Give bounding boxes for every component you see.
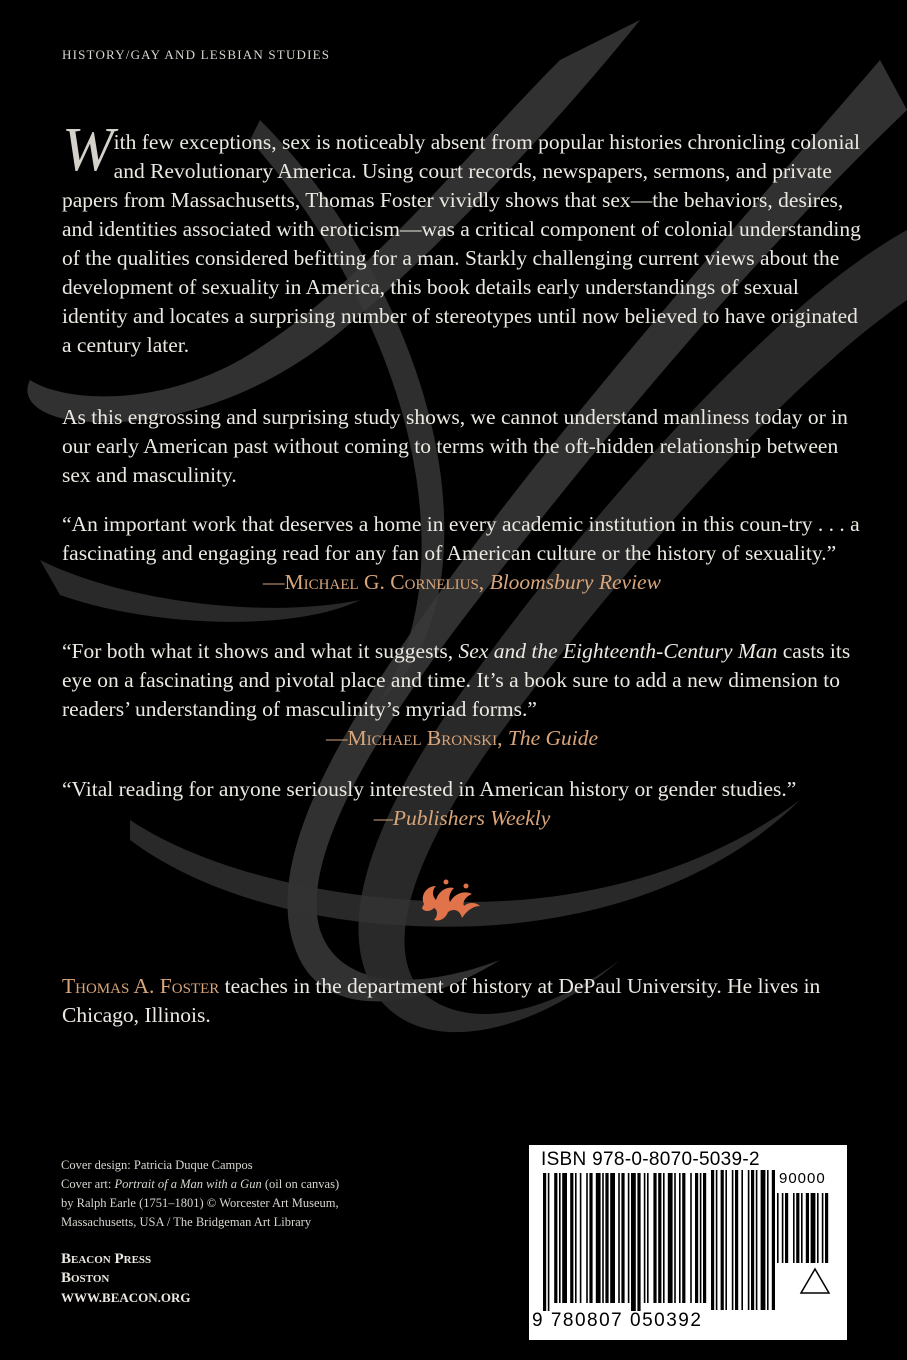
cover-art-credit <box>61 1175 441 1194</box>
price-code: 90000 <box>779 1170 826 1187</box>
ean-digits: 9 780807 050392 <box>532 1310 703 1331</box>
quote-text-after: casts its eye on a fascinating and pivotal place and time. It’s a book sure to add a new dimension to readers’ understanding of masculinity’s myriad forms.” <box>62 639 851 721</box>
description-text-1: ith few exceptions, sex is noticeably absent from popular histories chronicling colonial and Revolutionary America. Using court records, newspapers, sermons, and private papers from Massachusetts, Thomas Foster vividly shows that sex—the behaviors, desires, and identities associated with eroticism—was a critical component of colonial understanding of the qualities considered befitting for a man. Starkly challenging current views about the development of sexuality in America, this book details early understandings of sexual identity and locates a surprising number of stereotypes until now believed to have originated a century later. <box>62 130 861 357</box>
isbn-number: ISBN 978-0-8070-5039-2 <box>541 1149 760 1170</box>
quote-author: Michael G. Cornelius, <box>284 570 485 594</box>
review-quote-2 <box>62 637 862 753</box>
quote-text: “An important work that deserves a home in every academic institution in this coun-try . . . a fascinating and engaging read for any fan of American culture or the history of sexuality.” <box>62 512 860 565</box>
cover-art-credit-line-3: by Ralph Earle (1751–1801) © Worcester Art Museum, <box>61 1196 339 1210</box>
publisher-block <box>61 1250 191 1307</box>
author-name: Thomas A. Foster <box>62 974 220 998</box>
quote-text-before: “For both what it shows and what it suggests, <box>62 639 459 663</box>
author-bio-text: teaches in the department of history at DePaul University. He lives in Chicago, Illinois. <box>62 974 821 1027</box>
publisher-url: WWW.BEACON.ORG <box>61 1290 191 1305</box>
quote-attribution <box>62 724 862 753</box>
publisher-city: Boston <box>61 1270 110 1286</box>
publisher-name: Beacon Press <box>61 1251 152 1267</box>
isbn-barcode <box>529 1145 847 1340</box>
quote-attribution <box>62 568 862 597</box>
description-paragraph-2: As this engrossing and surprising study shows, we cannot understand manliness today or in our early American past without coming to terms with the oft-hidden relationship between sex and masculinity. <box>62 405 848 487</box>
cover-credits <box>61 1156 441 1232</box>
cover-art-credit-line-4: Massachusetts, USA / The Bridgeman Art Library <box>61 1215 312 1229</box>
quote-dash: — <box>325 726 348 750</box>
author-bio <box>62 972 862 1030</box>
acanthus-ornament-icon <box>416 874 486 924</box>
cover-art-title: Portrait of a Man with a Gun <box>114 1177 262 1191</box>
quote-author: Michael Bronski, <box>347 726 503 750</box>
quote-source: The Guide <box>507 726 599 750</box>
quote-source: —Publishers Weekly <box>373 806 551 830</box>
review-quote-1 <box>62 510 862 597</box>
category-label: HISTORY/GAY AND LESBIAN STUDIES <box>62 47 331 62</box>
quote-book-title: Sex and the Eighteenth-Century Man <box>458 639 778 663</box>
quote-source: Bloomsbury Review <box>489 570 661 594</box>
cover-art-prefix: Cover art: <box>61 1177 115 1191</box>
review-quote-3 <box>62 775 862 833</box>
drop-cap: W <box>62 116 114 184</box>
quote-text: “Vital reading for anyone seriously interested in American history or gender studies.” <box>62 777 797 801</box>
quote-dash: — <box>263 570 285 594</box>
cover-art-suffix: (oil on canvas) <box>261 1177 340 1191</box>
description-paragraph-1 <box>62 116 862 360</box>
cover-design-credit: Cover design: Patricia Duque Campos <box>61 1158 253 1172</box>
